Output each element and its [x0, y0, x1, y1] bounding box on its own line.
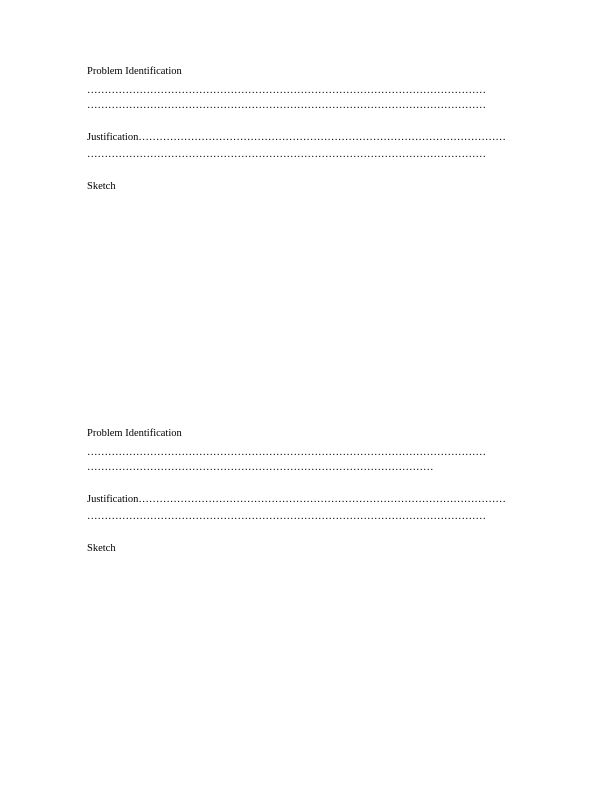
- problem-identification-label: Problem Identification: [87, 428, 182, 439]
- justification-line: Justification……………………………………………………………………………………………: [87, 494, 506, 505]
- sketch-label: Sketch: [87, 543, 116, 554]
- problem-answer-line: ……………………………………………………………………………………………………: [87, 85, 486, 96]
- justification-line: Justification……………………………………………………………………………………………: [87, 132, 506, 143]
- justification-answer-line: ……………………………………………………………………………………………………: [87, 149, 486, 160]
- problem-answer-line: ……………………………………………………………………………………………………: [87, 100, 486, 111]
- sketch-label: Sketch: [87, 181, 116, 192]
- problem-answer-line: ………………………………………………………………………………………: [87, 462, 434, 473]
- problem-answer-line: ……………………………………………………………………………………………………: [87, 447, 486, 458]
- justification-answer-line: ……………………………………………………………………………………………………: [87, 511, 486, 522]
- problem-identification-label: Problem Identification: [87, 66, 182, 77]
